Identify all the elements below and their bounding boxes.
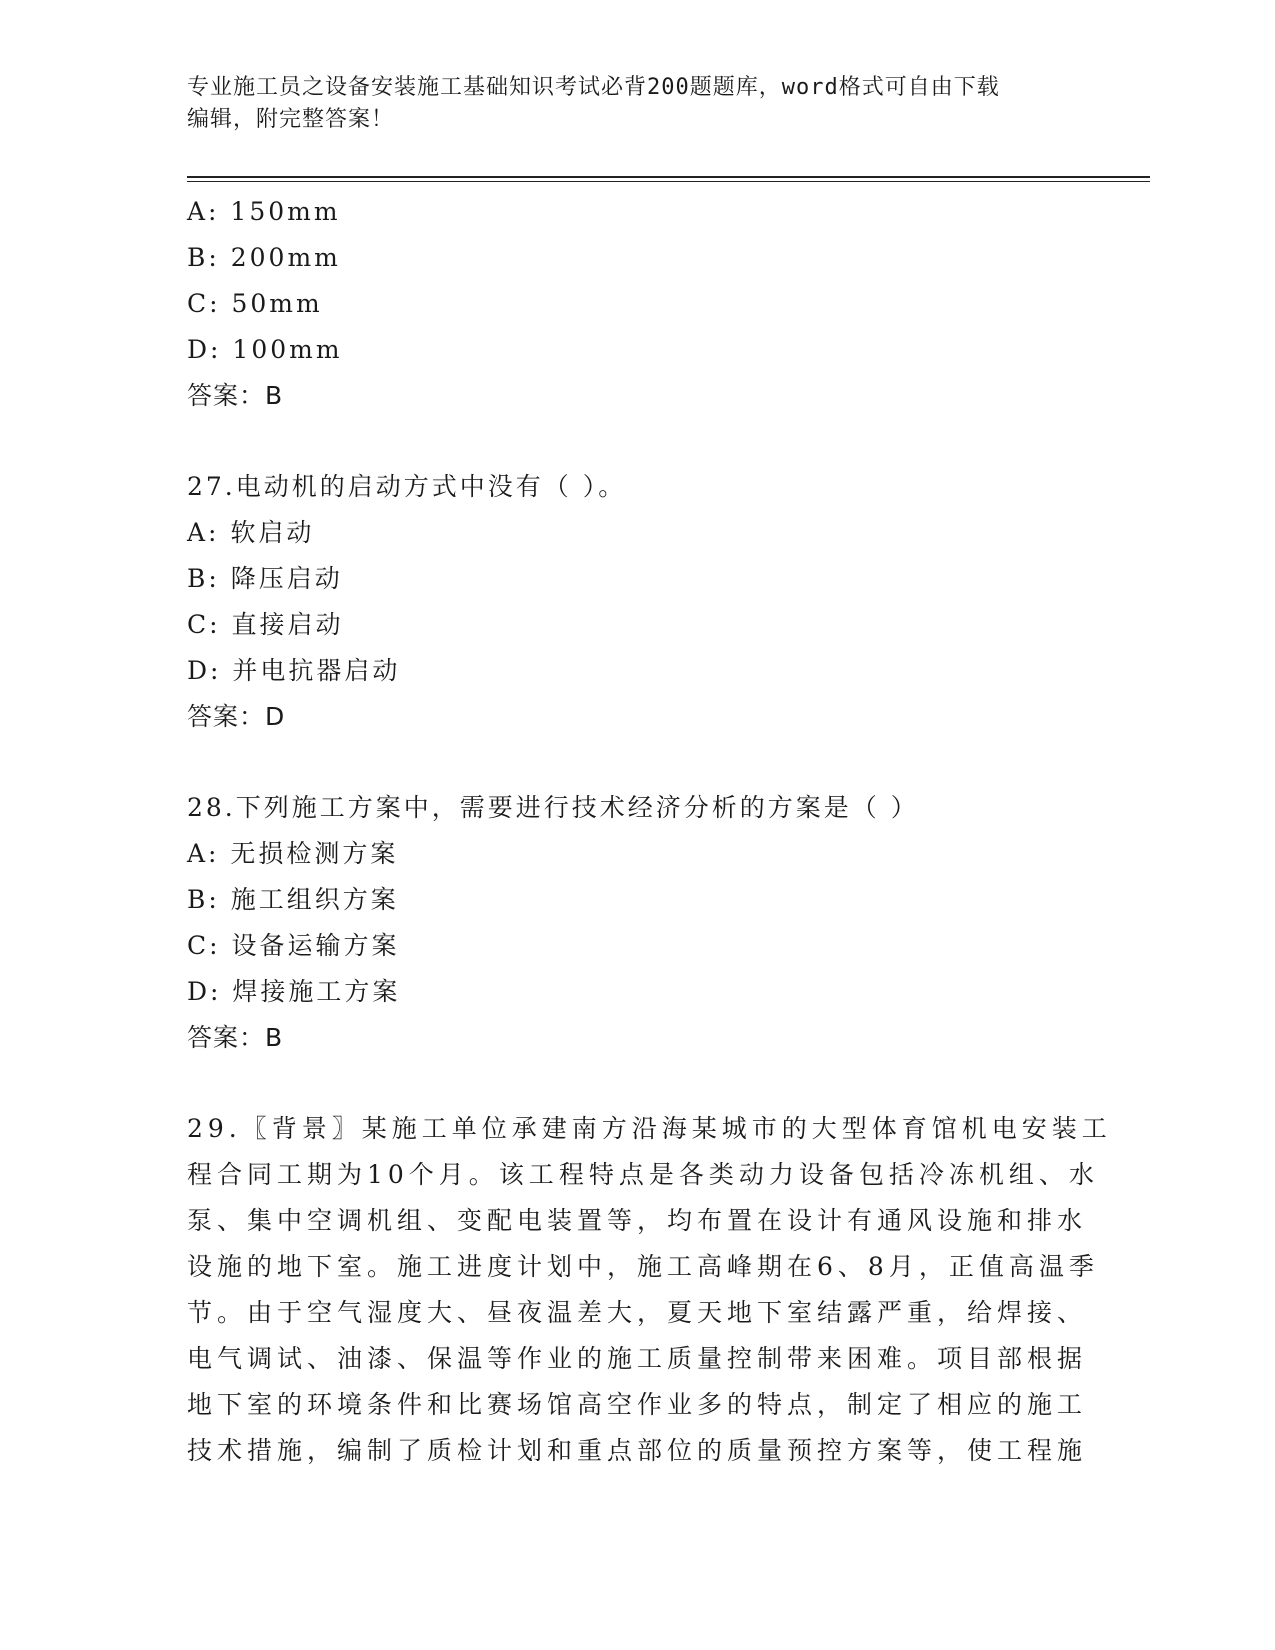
document-body xyxy=(187,189,1112,1474)
header-divider-thin xyxy=(187,181,1150,182)
passage-line: 技术措施，编制了质检计划和重点部位的质量预控方案等，使工程施 xyxy=(187,1436,1088,1465)
header-line-2: 编辑，附完整答案！ xyxy=(187,107,395,132)
question-29-passage xyxy=(187,1106,1112,1474)
option-b: B: 施工组织方案 xyxy=(187,885,399,914)
option-b: B: 降压启动 xyxy=(187,564,343,593)
option-c: C: 直接启动 xyxy=(187,610,344,639)
question-text: 27.电动机的启动方式中没有（ ）。 xyxy=(187,472,627,501)
page-header xyxy=(187,72,1067,136)
option-d: D: 并电抗器启动 xyxy=(187,656,401,685)
question-28 xyxy=(187,785,1087,1061)
option-d: D: 100mm xyxy=(187,335,343,364)
passage-line: 设施的地下室。施工进度计划中，施工高峰期在6、8月，正值高温季 xyxy=(187,1252,1099,1281)
header-divider-thick xyxy=(187,176,1150,178)
answer: 答案：D xyxy=(187,702,286,731)
passage-line: 程合同工期为10个月。该工程特点是各类动力设备包括冷冻机组、水 xyxy=(187,1160,1099,1189)
header-line-1: 专业施工员之设备安装施工基础知识考试必背200题题库，word格式可自由下载 xyxy=(187,75,1000,100)
option-a: A: 无损检测方案 xyxy=(187,839,399,868)
answer: 答案：B xyxy=(187,1023,284,1052)
option-a: A: 软启动 xyxy=(187,518,315,547)
question-text: 28.下列施工方案中，需要进行技术经济分析的方案是（ ） xyxy=(187,793,919,822)
passage-line: 地下室的环境条件和比赛场馆高空作业多的特点，制定了相应的施工 xyxy=(187,1390,1088,1419)
option-c: C: 50mm xyxy=(187,289,323,318)
option-d: D: 焊接施工方案 xyxy=(187,977,401,1006)
option-c: C: 设备运输方案 xyxy=(187,931,400,960)
question-26 xyxy=(187,189,1087,419)
passage-line: 节。由于空气湿度大、昼夜温差大，夏天地下室结露严重，给焊接、 xyxy=(187,1298,1088,1327)
passage-line: 泵、集中空调机组、变配电装置等，均布置在设计有通风设施和排水 xyxy=(187,1206,1088,1235)
answer: 答案：B xyxy=(187,381,284,410)
question-27 xyxy=(187,464,1087,740)
passage-line: 电气调试、油漆、保温等作业的施工质量控制带来困难。项目部根据 xyxy=(187,1344,1088,1373)
passage-line: 29.〖背景〗某施工单位承建南方沿海某城市的大型体育馆机电安装工 xyxy=(187,1114,1112,1143)
option-b: B: 200mm xyxy=(187,243,341,272)
option-a: A: 150mm xyxy=(187,197,341,226)
